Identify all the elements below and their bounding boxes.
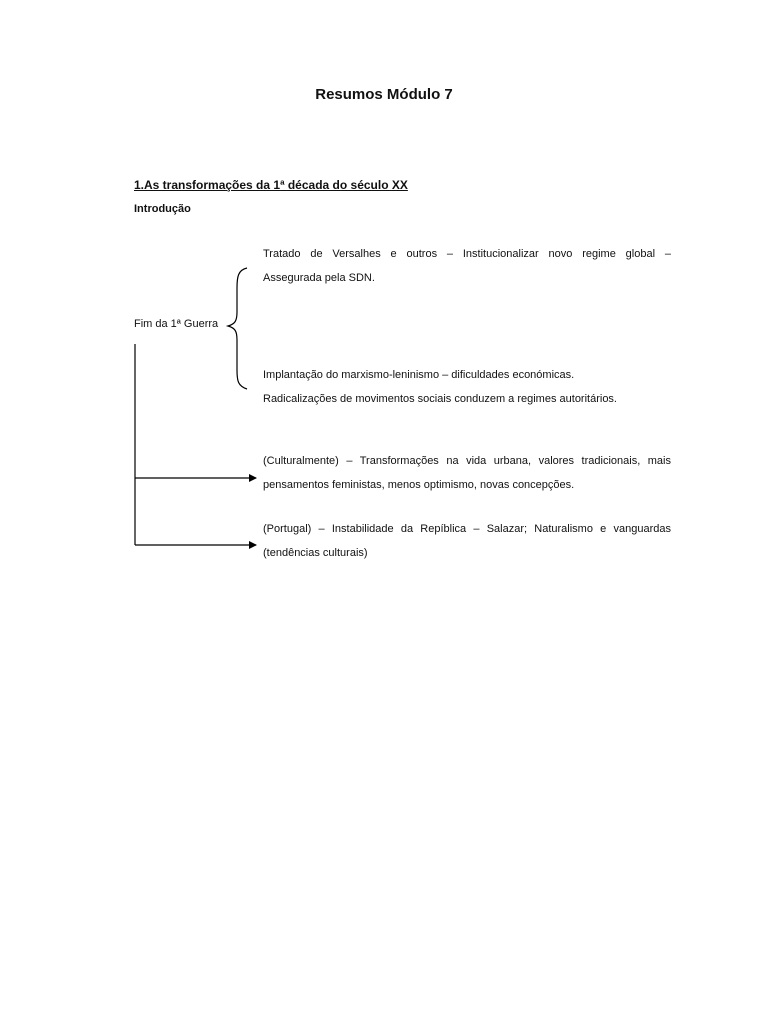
branch-cultural [263, 449, 671, 497]
branch-portugal-line1: (Portugal) – Instabilidade da Repíblica – Salazar; Naturalismo e vanguardas [263, 523, 671, 535]
branch-marxismo-line2: Radicalizações de movimentos sociais conduzem a regimes autoritários. [263, 393, 617, 405]
branch-versalhes-line1: Tratado de Versalhes e outros – Institucionalizar novo regime global – [263, 248, 671, 260]
branch-versalhes-line2: Assegurada pela SDN. [263, 272, 375, 284]
branch-portugal [263, 517, 671, 565]
branch-versalhes [263, 242, 671, 290]
branch-marxismo-line1: Implantação do marxismo-leninismo – dificuldades económicas. [263, 369, 575, 381]
section-heading: 1.As transformações da 1ª década do século XX [134, 178, 408, 192]
document-title: Resumos Módulo 7 [315, 86, 453, 103]
diagram-root-label: Fim da 1ª Guerra [134, 318, 219, 330]
branch-portugal-line2: (tendências culturais) [263, 547, 368, 559]
curly-brace [228, 268, 247, 389]
branch-cultural-line1: (Culturalmente) – Transformações na vida urbana, valores tradicionais, mais [263, 455, 671, 467]
subheading-introducao: Introdução [134, 203, 191, 215]
branch-cultural-line2: pensamentos feministas, menos optimismo, novas concepções. [263, 479, 575, 491]
branch-marxismo [263, 363, 671, 411]
